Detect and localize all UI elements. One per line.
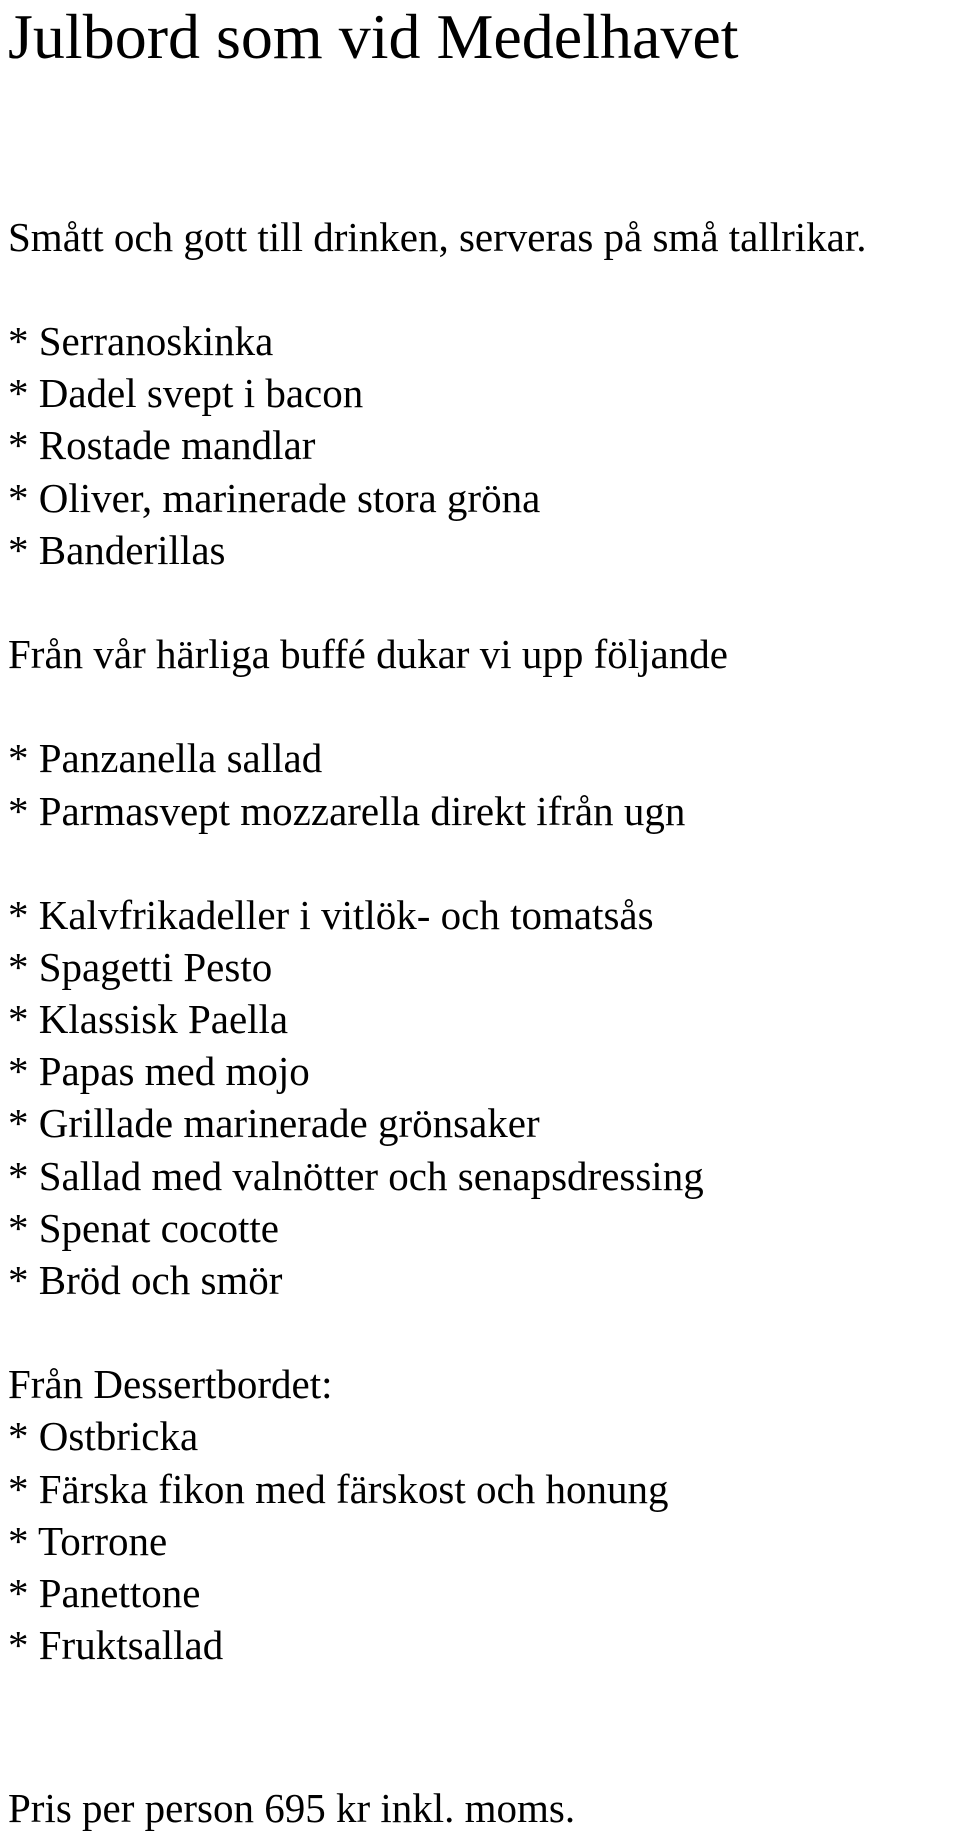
- list-item: * Färska fikon med färskost och honung: [8, 1466, 669, 1512]
- dessert-heading: Från Dessertbordet:: [8, 1361, 333, 1407]
- list-item: * Papas med mojo: [8, 1048, 310, 1094]
- list-item: * Panettone: [8, 1570, 201, 1616]
- page-title: Julbord som vid Medelhavet: [8, 1, 739, 72]
- buffet-heading: Från vår härliga buffé dukar vi upp följande: [8, 631, 728, 677]
- list-item: * Spenat cocotte: [8, 1205, 279, 1251]
- list-item: * Banderillas: [8, 527, 226, 573]
- list-item: * Dadel svept i bacon: [8, 370, 364, 416]
- list-item: * Ostbricka: [8, 1413, 199, 1459]
- list-item: * Klassisk Paella: [8, 996, 289, 1042]
- list-item: * Sallad med valnötter och senapsdressing: [8, 1153, 704, 1199]
- list-item: * Serranoskinka: [8, 318, 274, 364]
- price-text: Pris per person 695 kr inkl. moms.: [8, 1785, 576, 1831]
- list-item: * Torrone: [8, 1518, 168, 1564]
- list-item: * Rostade mandlar: [8, 422, 316, 468]
- list-item: * Parmasvept mozzarella direkt ifrån ugn: [8, 788, 686, 834]
- list-item: * Bröd och smör: [8, 1257, 283, 1303]
- list-item: * Fruktsallad: [8, 1622, 224, 1668]
- list-item: * Spagetti Pesto: [8, 944, 273, 990]
- list-item: * Kalvfrikadeller i vitlök- och tomatsås: [8, 892, 654, 938]
- list-item: * Panzanella sallad: [8, 735, 323, 781]
- intro-text: Smått och gott till drinken, serveras på små tallrikar.: [8, 214, 867, 260]
- list-item: * Grillade marinerade grönsaker: [8, 1100, 540, 1146]
- list-item: * Oliver, marinerade stora gröna: [8, 475, 541, 521]
